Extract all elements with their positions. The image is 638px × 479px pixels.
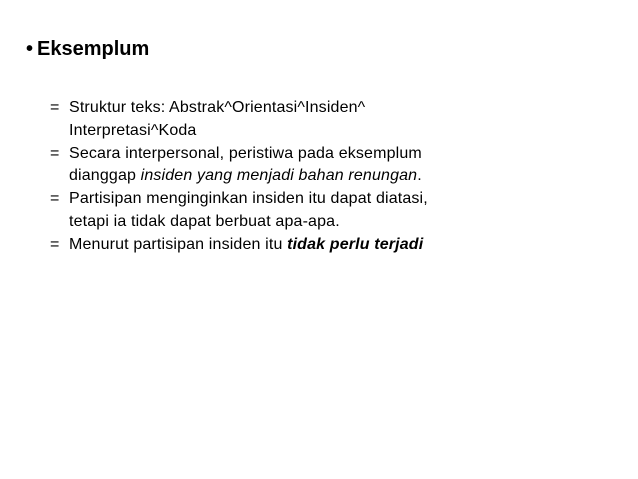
item-marker: = bbox=[50, 235, 60, 253]
item-line-prefix: dianggap bbox=[69, 167, 141, 184]
item-line: tetapi ia tidak dapat berbuat apa-apa. bbox=[69, 212, 340, 230]
item-text bbox=[69, 234, 610, 257]
item-marker: = bbox=[50, 190, 60, 207]
item-line-emphasis: tidak perlu terjadi bbox=[287, 235, 424, 253]
item-line: Secara interpersonal, peristiwa pada eksemplum bbox=[69, 144, 422, 162]
heading-text: Eksemplum bbox=[37, 38, 150, 60]
item-line: Interpretasi^Koda bbox=[69, 121, 197, 139]
bullet-icon: • bbox=[26, 38, 34, 60]
item-marker: = bbox=[50, 144, 60, 162]
item-marker: = bbox=[50, 99, 60, 116]
item-line: Partisipan menginginkan insiden itu dapat diatasi, bbox=[69, 190, 428, 207]
list-item-participant bbox=[50, 188, 610, 233]
item-text bbox=[69, 188, 610, 233]
item-text bbox=[69, 143, 610, 188]
item-line bbox=[69, 165, 610, 188]
slide-heading bbox=[26, 37, 149, 61]
item-line-italic: insiden yang menjadi bahan renungan bbox=[140, 167, 418, 184]
list-item-opinion bbox=[50, 234, 610, 257]
list-item-structure bbox=[50, 97, 610, 142]
item-line-suffix: . bbox=[417, 167, 422, 184]
list-item-interpersonal bbox=[50, 143, 610, 188]
item-line: Struktur teks: Abstrak^Orientasi^Insiden^ bbox=[69, 99, 366, 116]
item-line-prefix: Menurut partisipan insiden itu bbox=[69, 235, 288, 253]
item-text bbox=[69, 97, 610, 142]
item-list bbox=[50, 97, 610, 257]
